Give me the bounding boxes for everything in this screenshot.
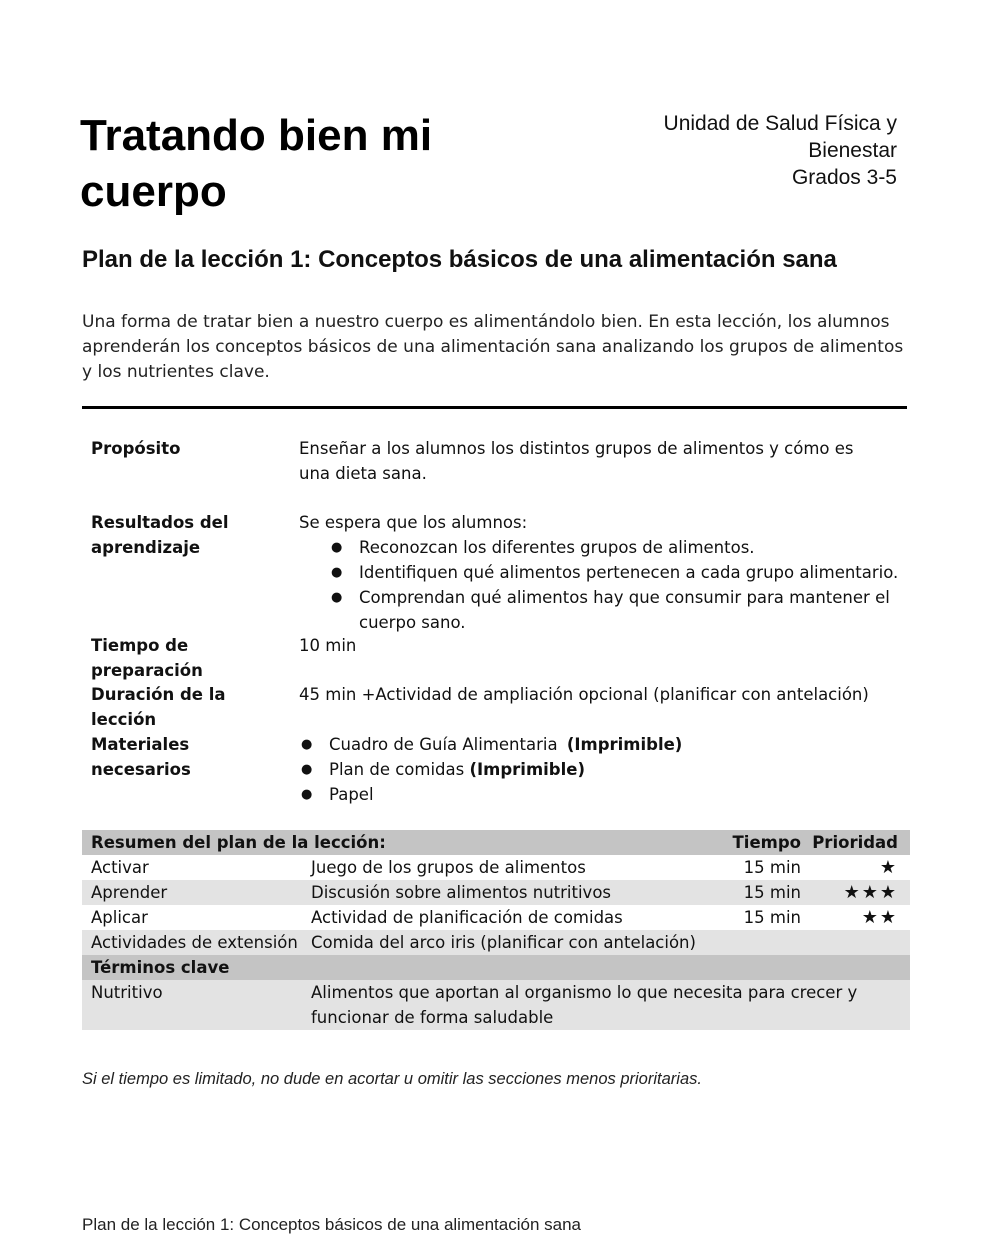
term-cell: Nutritivo bbox=[91, 983, 163, 1002]
intro-paragraph: Una forma de tratar bien a nuestro cuerpo es alimentándolo bien. En esta lección, los alumnos aprenderán los conceptos básicos de una alimentación sana analizando los grupos de alimentos y los nutrientes clave. bbox=[82, 312, 904, 382]
table-row bbox=[82, 880, 910, 905]
page-title: Tratando bien mi cuerpo bbox=[80, 111, 433, 216]
time-cell: 15 min bbox=[743, 858, 801, 877]
time-note: Si el tiempo es limitado, no dude en acortar u omitir las secciones menos prioritarias. bbox=[82, 1070, 702, 1088]
material-text: Papel bbox=[329, 785, 374, 804]
outcomes-list bbox=[329, 535, 904, 635]
list-item: ● Identifiquen qué alimentos pertenecen a cada grupo alimentario. bbox=[329, 560, 904, 585]
activity-cell: Comida del arco iris (planificar con antelación) bbox=[311, 933, 696, 952]
outcomes-intro: Se espera que los alumnos: bbox=[299, 513, 528, 532]
activity-cell: Juego de los grupos de alimentos bbox=[311, 858, 586, 877]
material-text: Plan de comidas bbox=[329, 760, 470, 779]
table-row bbox=[82, 930, 910, 955]
priority-stars: ★★★ bbox=[843, 882, 898, 903]
term-definition-line-1: Alimentos que aportan al organismo lo que necesita para crecer y bbox=[311, 983, 858, 1002]
list-item: ● Comprendan qué alimentos hay que consumir para mantener el cuerpo sano. bbox=[329, 585, 904, 635]
duration-text: 45 min +Actividad de ampliación opcional (planificar con antelación) bbox=[299, 685, 869, 704]
unit-info bbox=[597, 110, 897, 191]
duration-label: Duración de la lección bbox=[91, 685, 226, 729]
outcomes-label: Resultados del aprendizaje bbox=[91, 513, 229, 557]
activity-cell: Actividad de planificación de comidas bbox=[311, 908, 623, 927]
table-row bbox=[82, 980, 910, 1030]
page-footer: Plan de la lección 1: Conceptos básicos de una alimentación sana bbox=[82, 1215, 581, 1234]
key-terms-label: Términos clave bbox=[91, 958, 230, 977]
prep-text: 10 min bbox=[299, 636, 357, 655]
unit-line-1: Unidad de Salud Física y bbox=[663, 112, 897, 135]
priority-header: Prioridad bbox=[812, 833, 898, 852]
time-cell: 15 min bbox=[743, 883, 801, 902]
materials-block bbox=[299, 732, 904, 807]
term-definition-line-2: funcionar de forma saludable bbox=[311, 1008, 554, 1027]
grades: Grados 3-5 bbox=[791, 166, 897, 189]
list-item bbox=[299, 782, 904, 807]
phase-cell: Aplicar bbox=[91, 908, 148, 927]
time-header: Tiempo bbox=[732, 833, 801, 852]
priority-stars: ★★ bbox=[861, 907, 898, 928]
summary-header: Resumen del plan de la lección: bbox=[91, 833, 386, 852]
printable-tag: (Imprimible) bbox=[566, 735, 683, 754]
list-item bbox=[299, 732, 904, 757]
list-item bbox=[299, 757, 904, 782]
purpose-text: Enseñar a los alumnos los distintos grupos de alimentos y cómo es una dieta sana. bbox=[299, 439, 854, 483]
materials-label: Materiales necesarios bbox=[91, 735, 191, 779]
printable-tag: (Imprimible) bbox=[469, 760, 585, 779]
materials-list bbox=[299, 732, 904, 807]
phase-cell: Aprender bbox=[91, 883, 168, 902]
table-row bbox=[82, 905, 910, 930]
key-terms-header-row bbox=[82, 955, 910, 980]
activity-cell: Discusión sobre alimentos nutritivos bbox=[311, 883, 612, 902]
prep-label: Tiempo de preparación bbox=[91, 636, 203, 680]
unit-line-2: Bienestar bbox=[808, 139, 897, 162]
material-text: Cuadro de Guía Alimentaria bbox=[329, 735, 563, 754]
table-header-row bbox=[82, 830, 910, 855]
outcomes-block bbox=[299, 510, 904, 635]
phase-cell: Activar bbox=[91, 858, 149, 877]
phase-cell: Actividades de extensión bbox=[91, 933, 298, 952]
lesson-title: Plan de la lección 1: Conceptos básicos de una alimentación sana bbox=[82, 246, 837, 273]
list-item: ● Reconozcan los diferentes grupos de alimentos. bbox=[329, 535, 904, 560]
priority-stars: ★ bbox=[879, 857, 898, 878]
purpose-label: Propósito bbox=[91, 439, 181, 458]
time-cell: 15 min bbox=[743, 908, 801, 927]
divider bbox=[82, 406, 907, 409]
table-row bbox=[82, 855, 910, 880]
